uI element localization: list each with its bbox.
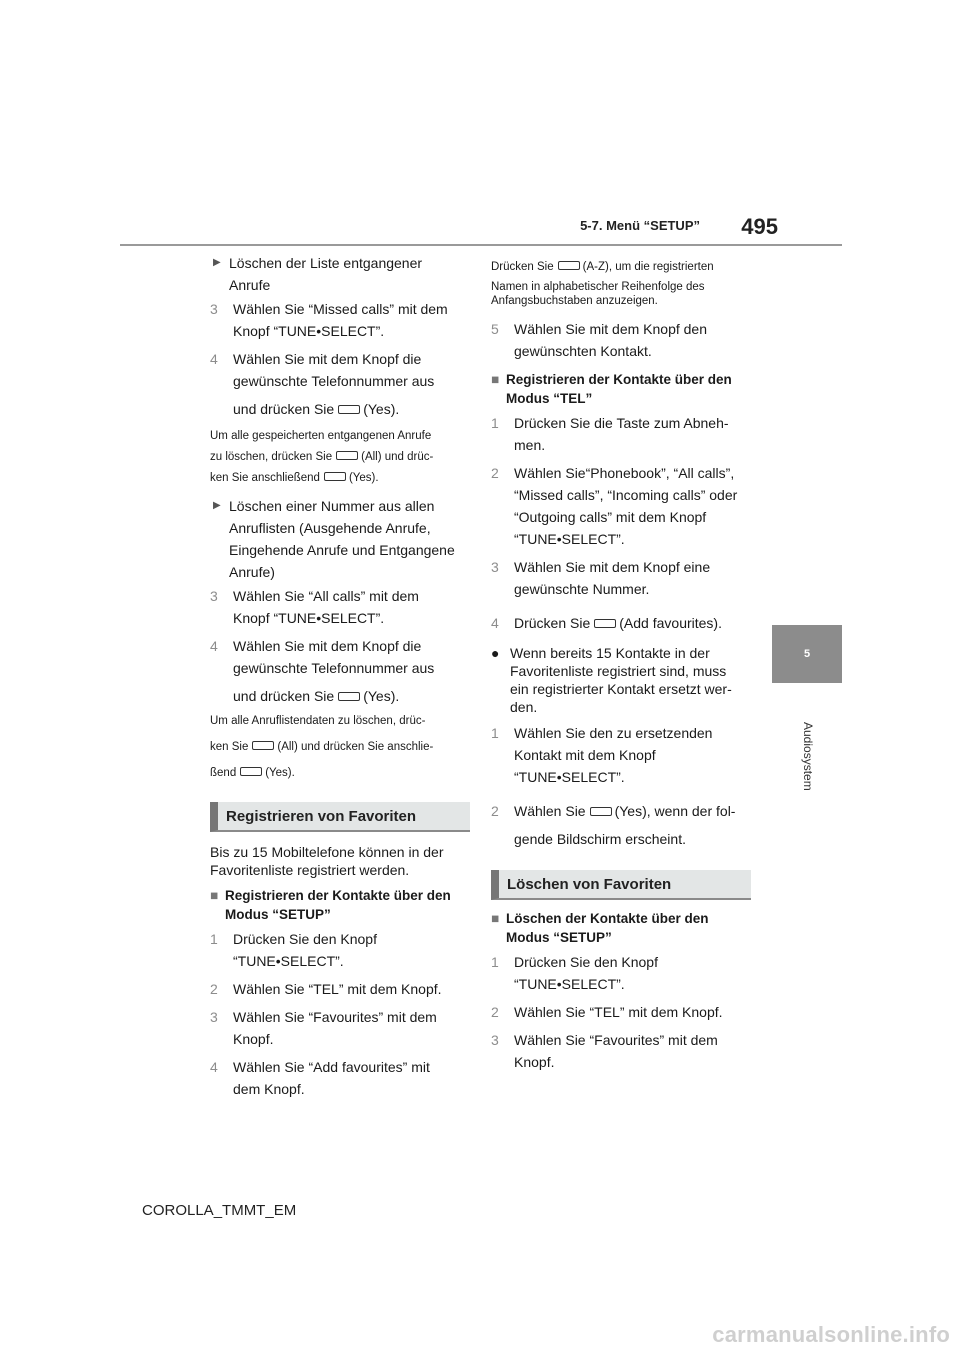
step-text: Wählen Sie: [514, 803, 586, 819]
step-number: 4: [210, 351, 218, 367]
note-line: Um alle Anruflistendaten zu löschen, drüc-: [210, 715, 426, 727]
soft-button-icon: [252, 741, 274, 750]
step-2-register: [210, 978, 472, 1000]
section-title: 5-7. Menü “SETUP”: [580, 218, 700, 233]
subheading-setup-register: [210, 886, 460, 924]
square-bullet-icon: ■: [210, 888, 219, 903]
watermark: carmanualsonline.info: [712, 1322, 950, 1347]
step-text: und drücken Sie: [233, 401, 335, 417]
step-number: 3: [210, 301, 218, 317]
step-2-tel: [491, 462, 749, 550]
step-text: Wählen Sie “All calls” mit dem Knopf “TUNE•SELECT”.: [233, 588, 419, 626]
step-number: 1: [491, 954, 499, 970]
note-line: (All) und drücken Sie anschlie-: [277, 741, 434, 753]
soft-button-icon: [338, 692, 360, 701]
chapter-number: 5: [803, 648, 811, 660]
step-number: 3: [210, 588, 218, 604]
step-text: Drücken Sie: [514, 615, 591, 631]
section-heading-register-favourites: [210, 802, 470, 832]
section-heading-delete-favourites: [491, 870, 751, 900]
note-list-full: [491, 644, 741, 716]
bullet-text: Wenn bereits 15 Kontakte in der Favoritenliste registriert sind, muss ein registrierter Kontakt ersetzt wer- den.: [510, 645, 732, 715]
step-4-register: [210, 1056, 450, 1100]
subheading-text: Registrieren der Kontakte über den Modus “SETUP”: [225, 888, 451, 922]
note-line: (Yes).: [265, 767, 295, 779]
soft-button-icon: [338, 405, 360, 414]
step-number: 5: [491, 321, 499, 337]
step-text: Wählen Sie“Phonebook”, “All calls”, “Missed calls”, “Incoming calls” oder “Outgoing calls” mit dem Knopf “TUNE•SELECT”.: [514, 465, 738, 547]
step-1-delete: [491, 951, 691, 995]
topic-text: Löschen einer Nummer aus allen Anruflisten (Ausgehende Anrufe, Eingehende Anrufe und Entgangene Anrufe): [229, 498, 455, 580]
soft-button-icon: [324, 472, 346, 481]
step-3-tel: [491, 556, 716, 600]
step-number: 3: [210, 1009, 218, 1025]
triangle-bullet-icon: ▶: [213, 257, 221, 268]
step-2-replace: [491, 800, 753, 850]
heading-text: Registrieren von Favoriten: [226, 807, 417, 825]
step-1-register: [210, 928, 410, 972]
round-bullet-icon: ●: [491, 645, 500, 661]
note-line: Namen in alphabetischer Reihenfolge des Anfangsbuchstaben anzuzeigen.: [491, 281, 705, 307]
header-rule: [120, 244, 842, 246]
step-text: Wählen Sie “Missed calls” mit dem Knopf “TUNE•SELECT”.: [233, 301, 448, 339]
note-line: (Yes).: [348, 472, 379, 484]
soft-button-icon: [336, 451, 358, 460]
topic-all-lists: [210, 495, 468, 583]
step-number: 1: [491, 725, 499, 741]
note-delete-all-history: [210, 711, 472, 784]
step-1-replace: [491, 722, 721, 788]
step-text: (Yes), wenn der fol-: [614, 803, 736, 819]
note-line: ßend: [210, 767, 237, 779]
step-text: Drücken Sie den Knopf “TUNE•SELECT”.: [514, 954, 658, 992]
step-text: Wählen Sie “TEL” mit dem Knopf.: [233, 981, 442, 997]
subheading-setup-delete: [491, 909, 741, 947]
step-text: (Yes).: [363, 401, 400, 417]
note-line: (A-Z), um die registrierten: [582, 261, 714, 273]
chapter-label: Audiosystem: [801, 722, 815, 791]
step-text: Wählen Sie mit dem Knopf eine gewünschte Nummer.: [514, 559, 711, 597]
subheading-tel-register: [491, 370, 741, 408]
step-number: 4: [210, 638, 218, 654]
soft-button-icon: [240, 767, 262, 776]
step-number: 2: [491, 465, 499, 481]
note-line: Um alle gespeicherten entgangenen Anrufe: [210, 430, 432, 442]
intro-paragraph: Bis zu 15 Mobiltelefone können in der Favoritenliste registriert werden.: [210, 844, 444, 878]
step-text: (Add favourites).: [619, 615, 722, 631]
document-code: COROLLA_TMMT_EM: [142, 1202, 297, 1219]
note-line: Drücken Sie: [491, 261, 554, 273]
step-number: 3: [491, 559, 499, 575]
step-4-missed: [210, 348, 460, 420]
step-number: 3: [491, 1032, 499, 1048]
square-bullet-icon: ■: [491, 911, 500, 926]
step-text: Wählen Sie “Favourites” mit dem Knopf.: [233, 1009, 437, 1047]
right-column: [491, 260, 753, 1073]
soft-button-icon: [558, 261, 580, 270]
step-1-tel: [491, 412, 741, 456]
step-text: Drücken Sie den Knopf “TUNE•SELECT”.: [233, 931, 377, 969]
step-3-delete: [491, 1029, 741, 1073]
step-text: Wählen Sie mit dem Knopf den gewünschten Kontakt.: [514, 321, 707, 359]
page-number: 495: [741, 214, 778, 239]
step-number: 4: [210, 1059, 218, 1075]
step-3-all: [210, 585, 450, 629]
soft-button-icon: [590, 807, 612, 816]
step-text: Wählen Sie “TEL” mit dem Knopf.: [514, 1004, 723, 1020]
step-number: 1: [491, 415, 499, 431]
heading-text: Löschen von Favoriten: [507, 875, 672, 893]
subheading-text: Löschen der Kontakte über den Modus “SETUP”: [506, 911, 709, 945]
step-text: Wählen Sie “Add favourites” mit dem Knopf.: [233, 1059, 430, 1097]
step-text: gende Bildschirm erscheint.: [514, 831, 686, 847]
step-number: 4: [491, 615, 499, 631]
triangle-bullet-icon: ▶: [213, 500, 221, 511]
step-number: 2: [210, 981, 218, 997]
step-5-select-contact: [491, 318, 711, 362]
step-3-missed: [210, 298, 465, 342]
step-3-register: [210, 1006, 460, 1050]
step-text: Drücken Sie die Taste zum Abneh- men.: [514, 415, 729, 453]
square-bullet-icon: ■: [491, 372, 500, 387]
step-text: (Yes).: [363, 688, 400, 704]
step-4-tel: [491, 612, 753, 634]
step-2-delete: [491, 1001, 753, 1023]
step-number: 1: [210, 931, 218, 947]
step-text: Wählen Sie den zu ersetzenden Kontakt mit dem Knopf “TUNE•SELECT”.: [514, 725, 713, 785]
note-line: (All) und drüc-: [361, 451, 434, 463]
step-4-all: [210, 635, 460, 707]
topic-missed-calls: [210, 252, 460, 296]
note-line: ken Sie anschließend: [210, 472, 320, 484]
step-text: Wählen Sie mit dem Knopf die gewünschte Telefonnummer aus: [233, 351, 435, 389]
note-line: ken Sie: [210, 741, 249, 753]
note-a-z: [491, 260, 753, 308]
step-text: und drücken Sie: [233, 688, 335, 704]
left-column: [210, 252, 472, 1100]
step-number: 2: [491, 1004, 499, 1020]
soft-button-icon: [594, 619, 616, 628]
chapter-tab: [772, 625, 842, 683]
step-number: 2: [491, 803, 499, 819]
note-delete-all-missed: [210, 426, 472, 489]
step-text: Wählen Sie “Favourites” mit dem Knopf.: [514, 1032, 718, 1070]
subheading-text: Registrieren der Kontakte über den Modus “TEL”: [506, 372, 732, 406]
note-line: zu löschen, drücken Sie: [210, 451, 333, 463]
step-text: Wählen Sie mit dem Knopf die gewünschte Telefonnummer aus: [233, 638, 435, 676]
topic-text: Löschen der Liste entgangener Anrufe: [229, 255, 423, 293]
